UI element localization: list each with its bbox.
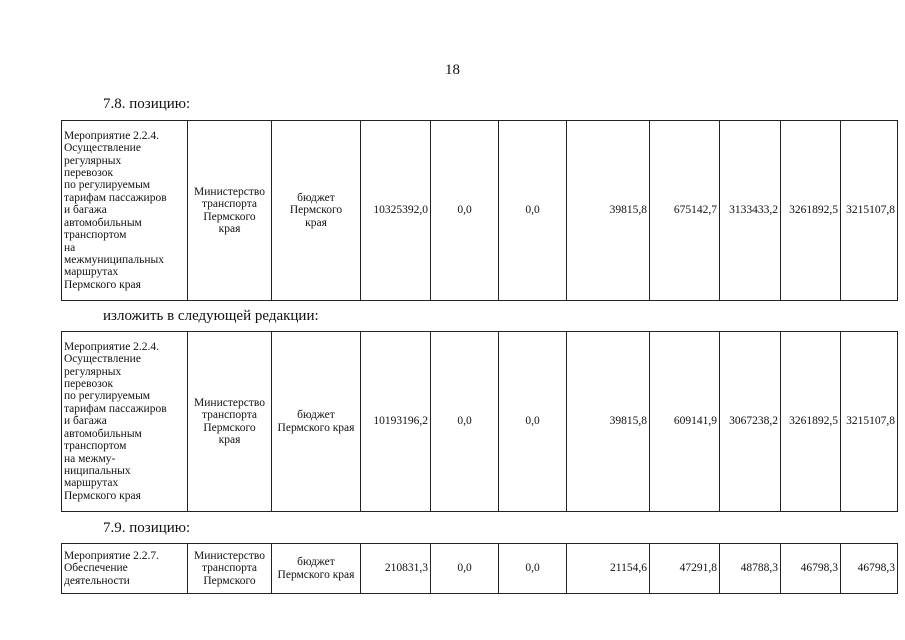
table-row bbox=[62, 121, 898, 301]
value-col-8: 3215107,8 bbox=[841, 332, 898, 512]
heading-7-9: 7.9. позицию: bbox=[103, 520, 191, 536]
value-col-4: 39815,8 bbox=[567, 332, 650, 512]
responsible-executor: Министерство транспорта Пермского bbox=[188, 544, 272, 594]
heading-new-edition: изложить в следующей редакции: bbox=[103, 308, 319, 324]
value-col-3: 0,0 bbox=[499, 544, 567, 594]
measure-name: Мероприятие 2.2.4. Осуществление регулярных перевозок по регулируемым тарифам пассажиров и багажа автомобильным транспортом на межмуниципальных маршрутах Пермского края bbox=[62, 121, 188, 301]
value-col-5: 675142,7 bbox=[650, 121, 720, 301]
value-col-2: 0,0 bbox=[431, 121, 499, 301]
value-total: 10193196,2 bbox=[361, 332, 431, 512]
funding-source: бюджет Пермского края bbox=[272, 121, 361, 301]
table-old-2-2-4 bbox=[61, 120, 898, 301]
value-col-6: 3133433,2 bbox=[720, 121, 781, 301]
value-col-5: 47291,8 bbox=[650, 544, 720, 594]
value-col-3: 0,0 bbox=[499, 332, 567, 512]
table-old-2-2-7 bbox=[61, 543, 898, 594]
value-col-8: 46798,3 bbox=[841, 544, 898, 594]
value-col-7: 3261892,5 bbox=[781, 332, 841, 512]
value-col-6: 3067238,2 bbox=[720, 332, 781, 512]
value-col-3: 0,0 bbox=[499, 121, 567, 301]
value-total: 10325392,0 bbox=[361, 121, 431, 301]
value-col-4: 39815,8 bbox=[567, 121, 650, 301]
value-col-5: 609141,9 bbox=[650, 332, 720, 512]
funding-source: бюджет Пермского края bbox=[272, 332, 361, 512]
value-col-4: 21154,6 bbox=[567, 544, 650, 594]
measure-name: Мероприятие 2.2.4. Осуществление регулярных перевозок по регулируемым тарифам пассажиров и багажа автомобильным транспортом на межму- ниципальных маршрутах Пермского края bbox=[62, 332, 188, 512]
table-new-2-2-4 bbox=[61, 331, 898, 512]
value-total: 210831,3 bbox=[361, 544, 431, 594]
table-row bbox=[62, 332, 898, 512]
heading-7-8: 7.8. позицию: bbox=[103, 96, 191, 112]
value-col-6: 48788,3 bbox=[720, 544, 781, 594]
value-col-2: 0,0 bbox=[431, 332, 499, 512]
measure-name: Мероприятие 2.2.7. Обеспечение деятельности bbox=[62, 544, 188, 594]
funding-source: бюджет Пермского края bbox=[272, 544, 361, 594]
responsible-executor: Министерство транспорта Пермского края bbox=[188, 121, 272, 301]
value-col-8: 3215107,8 bbox=[841, 121, 898, 301]
value-col-7: 3261892,5 bbox=[781, 121, 841, 301]
page-number: 18 bbox=[445, 62, 460, 78]
value-col-7: 46798,3 bbox=[781, 544, 841, 594]
table-row bbox=[62, 544, 898, 594]
responsible-executor: Министерство транспорта Пермского края bbox=[188, 332, 272, 512]
value-col-2: 0,0 bbox=[431, 544, 499, 594]
